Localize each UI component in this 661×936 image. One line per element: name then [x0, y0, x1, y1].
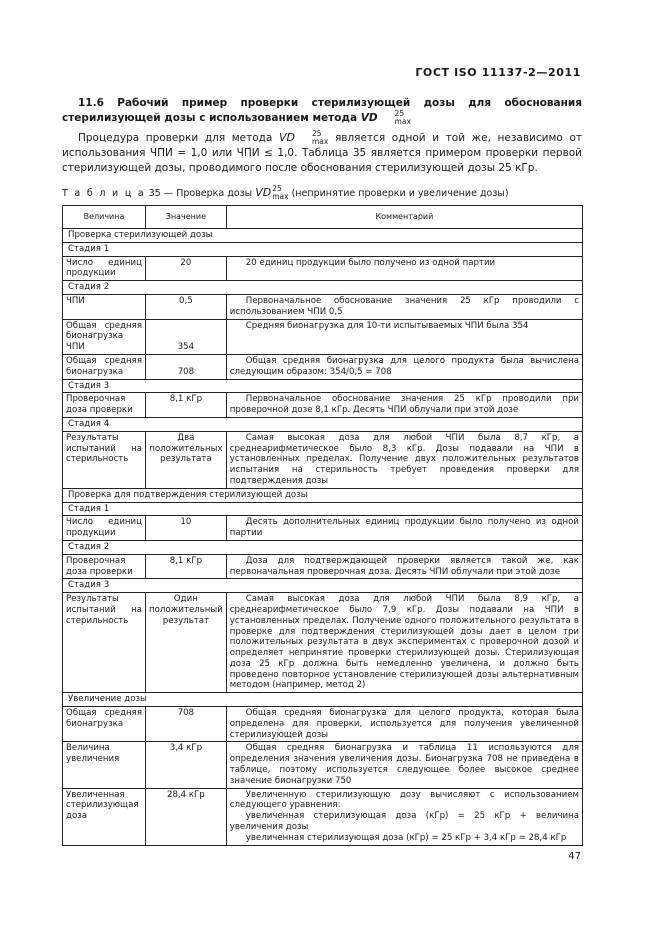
comment-text: 20 единиц продукции было получено из одной партии: [245, 257, 496, 268]
cell-value: 3,4 кГр: [146, 742, 227, 788]
stage-label: Стадия 2: [63, 281, 583, 295]
comment-text: Общая средняя бионагрузка и таблица 11 используются для определения значения увеличения дозы. Бионагрузка 708 не приведена в таблице, поэтому используется следующее более высокое среднее значение бионагрузки 750: [229, 743, 579, 786]
cell-comment: [226, 554, 582, 579]
section-label: Проверка для подтверждения стерилизующей дозы: [63, 488, 583, 502]
dose-verification-table: [62, 205, 583, 846]
table-section-row: [63, 488, 583, 502]
header-value: Значение: [146, 206, 227, 229]
table-row: [63, 294, 583, 319]
cell-comment: [226, 431, 582, 488]
comment-text: Средняя бионагрузка для 10-ти испытываемых ЧПИ была 354: [245, 320, 529, 331]
cell-comment: [226, 294, 582, 319]
cell-comment: [226, 256, 582, 281]
table-section-row: [63, 229, 583, 243]
comment-text: Увеличенную стерилизующую дозу вычисляют с использованием следующего уравнения:: [229, 789, 579, 811]
comment-text: Десять дополнительных единиц продукции было получено из одной партии: [229, 517, 579, 539]
cell-comment: [226, 742, 582, 788]
comment-text: Общая средняя бионагрузка для целого продукта, которая была определена для проверки, используется для получения увеличенной стерилизующей дозы: [229, 708, 579, 740]
table-section-row: [63, 693, 583, 707]
section-label: Увеличение дозы: [63, 693, 583, 707]
cell-quantity: Проверочная доза проверки: [63, 554, 146, 579]
table-stage-row: [63, 540, 583, 554]
cell-quantity: Результаты испытаний на стерильность: [63, 593, 146, 693]
cell-comment: [226, 516, 582, 541]
stage-label: Стадия 3: [63, 379, 583, 393]
comment-text: Самая высокая доза для любой ЧПИ была 8,7 кГр, а среднеарифметическое было 8,3 кГр. Дозы подавали на ЧПИ в установленных пределах. Получение двух положительных результатов испытания на стерильность требует проведения проверки для подтверждения дозы: [229, 432, 579, 486]
cell-quantity: ЧПИ: [63, 294, 146, 319]
table-header-row: [63, 206, 583, 229]
cell-quantity: Результаты испытаний на стерильность: [63, 431, 146, 488]
stage-label: Стадия 3: [63, 579, 583, 593]
comment-text: Самая высокая доза для любой ЧПИ была 8,9 кГр, а среднеарифметическое было 7,9 кГр. Дозы подавали на ЧПИ в установленных пределах. Получение одного положительного результата в проверке для подтверждения стерилизующей дозы дает в целом три положительных результата в двух экспериментах с проверочной дозой и определяет непринятие проверки стерилизующей дозы. Стерилизующая доза 25 кГр должна быть немедленно увеличена, и должно быть проведено повторное установление стерилизующей дозы альтернативным методом (например, метод 2): [229, 594, 579, 691]
cell-value: 20: [146, 256, 227, 281]
table-row: [63, 516, 583, 541]
cell-comment: [226, 707, 582, 742]
header-quantity: Величина: [63, 206, 146, 229]
cell-value: 708: [146, 354, 227, 379]
cell-value: Один положительный результат: [146, 593, 227, 693]
intro-paragraph: Процедура проверки для метода VD 25 max является одной и той же, независимо от использования ЧПИ = 1,0 или ЧПИ ≤ 1,0. Таблица 35 является примером проверки первой стерилизующей дозы, проводимого после обоснования стерилизующей дозы 25 кГр.: [62, 129, 582, 174]
cell-comment: [226, 319, 582, 354]
table-stage-row: [63, 579, 583, 593]
cell-quantity: Число единиц продукции: [63, 256, 146, 281]
cell-comment: [226, 788, 582, 845]
cell-value: Два положительных результата: [146, 431, 227, 488]
table-row: [63, 319, 583, 354]
vd-formula: VD 25 max: [360, 109, 411, 126]
table-row: [63, 707, 583, 742]
table-row: [63, 354, 583, 379]
cell-value: 8,1 кГр: [146, 393, 227, 418]
cell-value: 8,1 кГр: [146, 554, 227, 579]
cell-comment: [226, 393, 582, 418]
table-caption: Т а б л и ц а 35 — Проверка дозы VD 25 max (непринятие проверки и увеличение дозы): [62, 184, 509, 201]
table-row: [63, 554, 583, 579]
cell-comment: [226, 354, 582, 379]
cell-quantity: Увеличенная стерилизующая доза: [63, 788, 146, 845]
table-stage-row: [63, 417, 583, 431]
cell-value: 28,4 кГр: [146, 788, 227, 845]
section-label: Проверка стерилизующей дозы: [63, 229, 583, 243]
stage-label: Стадия 1: [63, 242, 583, 256]
stage-label: Стадия 2: [63, 540, 583, 554]
cell-value: 10: [146, 516, 227, 541]
stage-label: Стадия 1: [63, 502, 583, 516]
cell-value: 708: [146, 707, 227, 742]
table-row: [63, 593, 583, 693]
cell-quantity: Общая средняя бионагрузка ЧПИ: [63, 319, 146, 354]
table-row: [63, 393, 583, 418]
vd-formula: VD 25 max: [279, 129, 329, 146]
table-row: [63, 256, 583, 281]
table-row: [63, 431, 583, 488]
equation-line: увеличенная стерилизующая доза (кГр) = 25 кГр + 3,4 кГр = 28,4 кГр: [245, 832, 567, 843]
comment-text: Первоначальное обоснование значения 25 кГр проводили с использованием ЧПИ 0,5: [229, 295, 579, 317]
cell-value: 0,5: [146, 294, 227, 319]
table-row: [63, 742, 583, 788]
table-stage-row: [63, 379, 583, 393]
table-stage-row: [63, 502, 583, 516]
comment-text: Общая средняя бионагрузка для целого продукта была вычислена следующим образом: 354/0,5 = 708: [229, 355, 579, 377]
comment-text: Доза для подтверждающей проверки является такой же, как первоначальная проверочная доза. Десять ЧПИ облучали при этой дозе: [229, 555, 579, 577]
cell-quantity: Общая средняя бионагрузка: [63, 354, 146, 379]
cell-quantity: Число единиц продукции: [63, 516, 146, 541]
cell-quantity: Величина увеличения: [63, 742, 146, 788]
page-number: 47: [568, 851, 581, 862]
comment-text: Первоначальное обоснование значения 25 кГр проводили при проверочной дозе 8,1 кГр. Десять ЧПИ облучали при этой дозе: [229, 394, 579, 416]
cell-value: 354: [146, 319, 227, 354]
document-header: ГОСТ ISO 11137-2—2011: [415, 66, 581, 79]
cell-quantity: Проверочная доза проверки: [63, 393, 146, 418]
equation-line: увеличенная стерилизующая доза (кГр) = 25 кГр + величина увеличения дозы: [229, 811, 579, 833]
cell-comment: [226, 593, 582, 693]
stage-label: Стадия 4: [63, 417, 583, 431]
vd-formula: VD 25 max: [255, 184, 289, 201]
table-row: [63, 788, 583, 845]
section-title: 11.6 Рабочий пример проверки стерилизующей дозы для обоснования стерилизующей дозы с использованием метода VD 25 max: [62, 97, 582, 126]
cell-quantity: Общая средняя бионагрузка: [63, 707, 146, 742]
table-stage-row: [63, 242, 583, 256]
header-comment: Комментарий: [226, 206, 582, 229]
table-stage-row: [63, 281, 583, 295]
